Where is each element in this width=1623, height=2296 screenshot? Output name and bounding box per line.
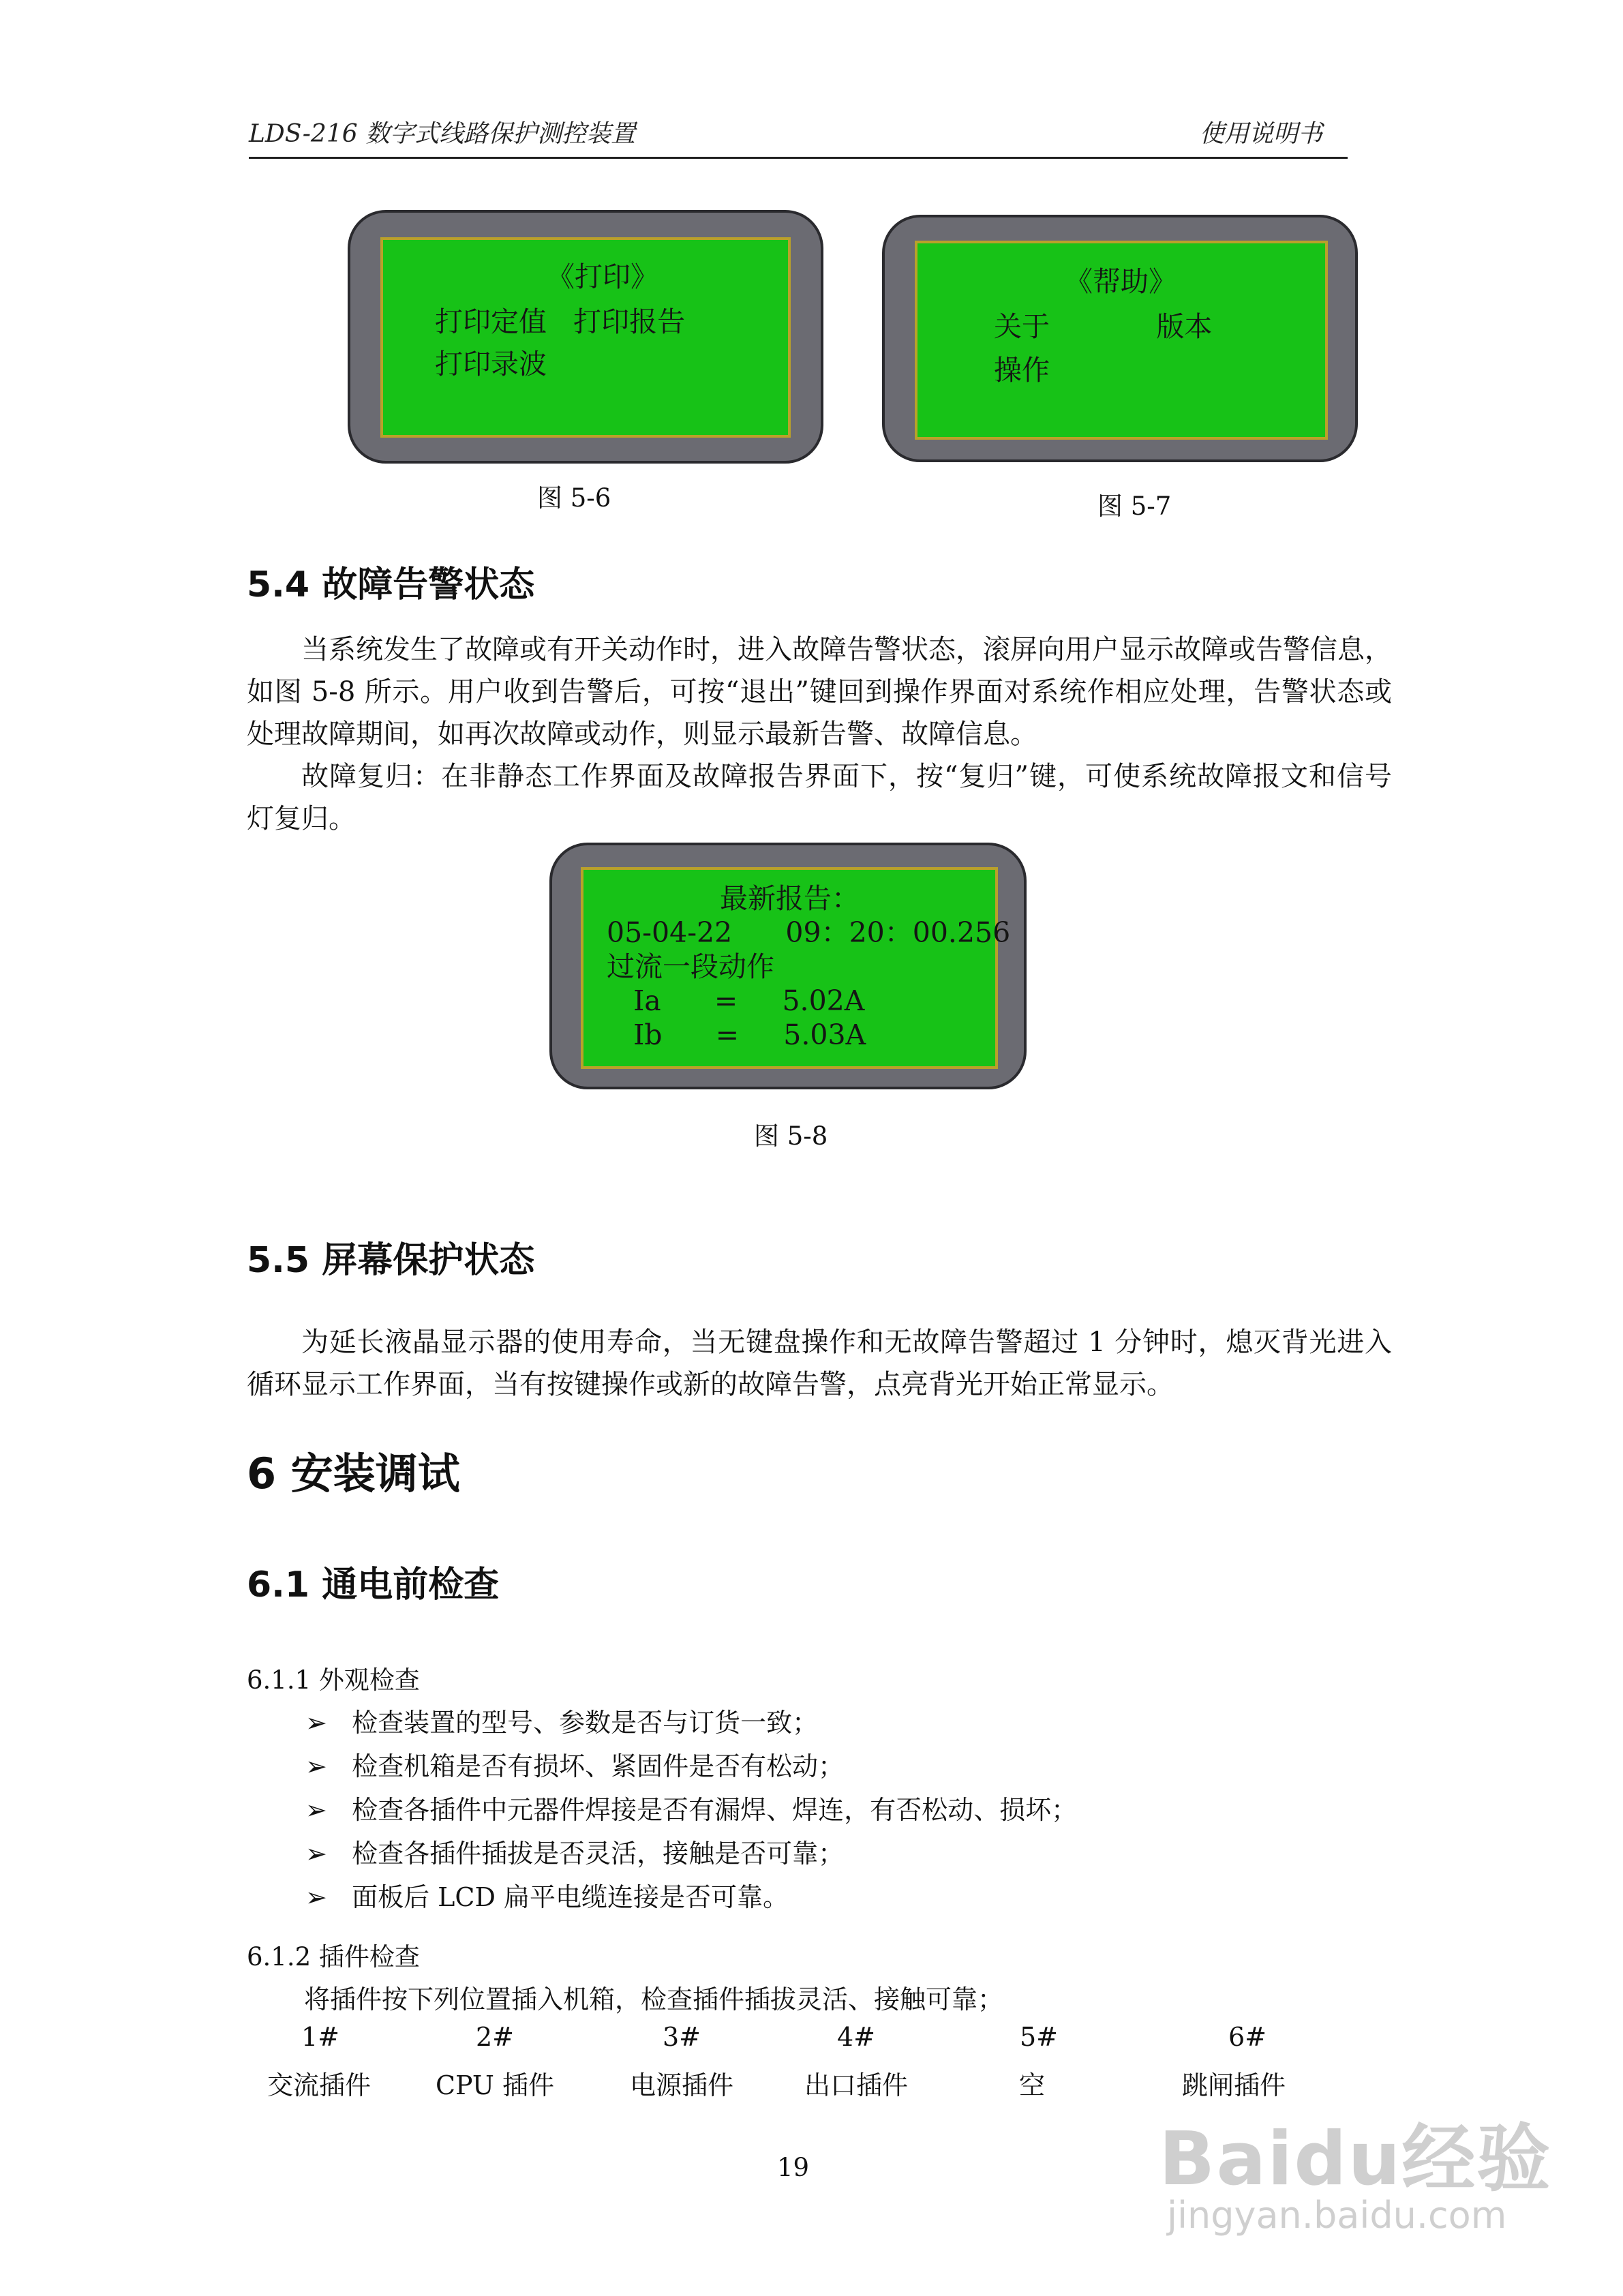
header-title: LDS-216 数字式线路保护测控装置 bbox=[249, 120, 636, 148]
paragraph: 当系统发生了故障或有开关动作时，进入故障告警状态，滚屏向用户显示故障或告警信息，如图 5-8 所示。用户收到告警后，可按“退出”键回到操作界面对系统作相应处理，告警状态或处理故障期间，如再次故障或动作，则显示最新告警、故障信息。 bbox=[247, 634, 1392, 750]
figure-caption-5-6: 图 5-6 bbox=[537, 483, 611, 513]
paragraph: 将插件按下列位置插入机箱，检查插件插拔灵活、接触可靠； bbox=[304, 1984, 1004, 2014]
figure-caption-5-7: 图 5-7 bbox=[1097, 492, 1172, 521]
board-name: 跳闸插件 bbox=[1181, 2070, 1286, 2100]
lcd-figure-5-7 bbox=[882, 215, 1358, 462]
figure-caption-5-8: 图 5-8 bbox=[754, 1121, 828, 1151]
slot-number: 5# bbox=[1019, 2022, 1059, 2052]
lcd-value-ia: Ia = 5.02A bbox=[607, 984, 865, 1017]
lcd-figure-5-6 bbox=[348, 210, 823, 464]
board-name: 交流插件 bbox=[267, 2070, 371, 2100]
section-heading-5-5: 5.5 屏幕保护状态 bbox=[247, 1240, 535, 1281]
lcd-menu-title: 《帮助》 bbox=[1065, 265, 1177, 298]
list-item: ➢ 检查机箱是否有损坏、紧固件是否有松动； bbox=[305, 1751, 845, 1781]
subsection-heading-6-1-2: 6.1.2 插件检查 bbox=[247, 1942, 420, 1972]
lcd-menu-title: 《打印》 bbox=[547, 260, 658, 293]
arrow-bullet-icon: ➢ bbox=[305, 1708, 327, 1738]
baidu-watermark-logo: Baidu经验 bbox=[1159, 2117, 1552, 2202]
arrow-bullet-icon: ➢ bbox=[305, 1839, 327, 1869]
lcd-screen bbox=[380, 237, 791, 438]
paragraph: 为延长液晶显示器的使用寿命，当无键盘操作和无故障告警超过 1 分钟时，熄灭背光进入循环显示工作界面，当有按键操作或新的故障告警，点亮背光开始正常显示。 bbox=[247, 1327, 1392, 1400]
slot-number: 3# bbox=[662, 2022, 701, 2052]
baidu-watermark-url: jingyan.baidu.com bbox=[1167, 2194, 1507, 2237]
slot-number: 4# bbox=[836, 2022, 876, 2052]
arrow-bullet-icon: ➢ bbox=[305, 1882, 327, 1912]
slot-number: 2# bbox=[475, 2022, 515, 2052]
list-item: ➢ 检查各插件中元器件焊接是否有漏焊、焊连，有否松动、损坏； bbox=[305, 1795, 1078, 1825]
lcd-report-title: 最新报告： bbox=[720, 882, 860, 915]
arrow-bullet-icon: ➢ bbox=[305, 1795, 327, 1825]
chapter-heading-6: 6 安装调试 bbox=[247, 1449, 460, 1498]
list-item: ➢ 检查装置的型号、参数是否与订货一致； bbox=[305, 1708, 819, 1738]
section-heading-5-4: 5.4 故障告警状态 bbox=[247, 564, 535, 605]
list-item: ➢ 检查各插件插拔是否灵活，接触是否可靠； bbox=[305, 1839, 845, 1869]
subsection-heading-6-1-1: 6.1.1 外观检查 bbox=[247, 1665, 420, 1695]
paragraph: 故障复归：在非静态工作界面及故障报告界面下，按“复归”键，可使系统故障报文和信号灯复归。 bbox=[247, 761, 1392, 834]
list-item: ➢ 面板后 LCD 扁平电缆连接是否可靠。 bbox=[305, 1882, 789, 1912]
board-name: 电源插件 bbox=[629, 2070, 734, 2100]
lcd-event: 过流一段动作 bbox=[607, 950, 774, 983]
page-number: 19 bbox=[777, 2153, 810, 2182]
slot-number: 1# bbox=[301, 2022, 340, 2052]
board-name: 出口插件 bbox=[804, 2070, 909, 2100]
lcd-screen bbox=[915, 241, 1328, 440]
lcd-value-ib: Ib = 5.03A bbox=[607, 1018, 866, 1051]
board-name: CPU 插件 bbox=[435, 2070, 555, 2100]
lcd-line-1: 关于 版本 bbox=[994, 310, 1213, 343]
header-rule bbox=[249, 157, 1348, 159]
board-name: 空 bbox=[1018, 2070, 1046, 2100]
header-doc-type: 使用说明书 bbox=[1200, 120, 1323, 148]
lcd-line-1: 打印定值 打印报告 bbox=[435, 305, 686, 338]
slot-number: 6# bbox=[1228, 2022, 1267, 2052]
lcd-figure-5-8 bbox=[549, 843, 1027, 1089]
section-heading-6-1: 6.1 通电前检查 bbox=[247, 1565, 500, 1605]
arrow-bullet-icon: ➢ bbox=[305, 1751, 327, 1781]
lcd-screen bbox=[581, 867, 1011, 1069]
lcd-timestamp: 05-04-22 09：20：00.256 bbox=[607, 916, 1011, 949]
lcd-line-2: 打印录波 bbox=[435, 348, 547, 380]
lcd-line-2: 操作 bbox=[994, 354, 1050, 387]
